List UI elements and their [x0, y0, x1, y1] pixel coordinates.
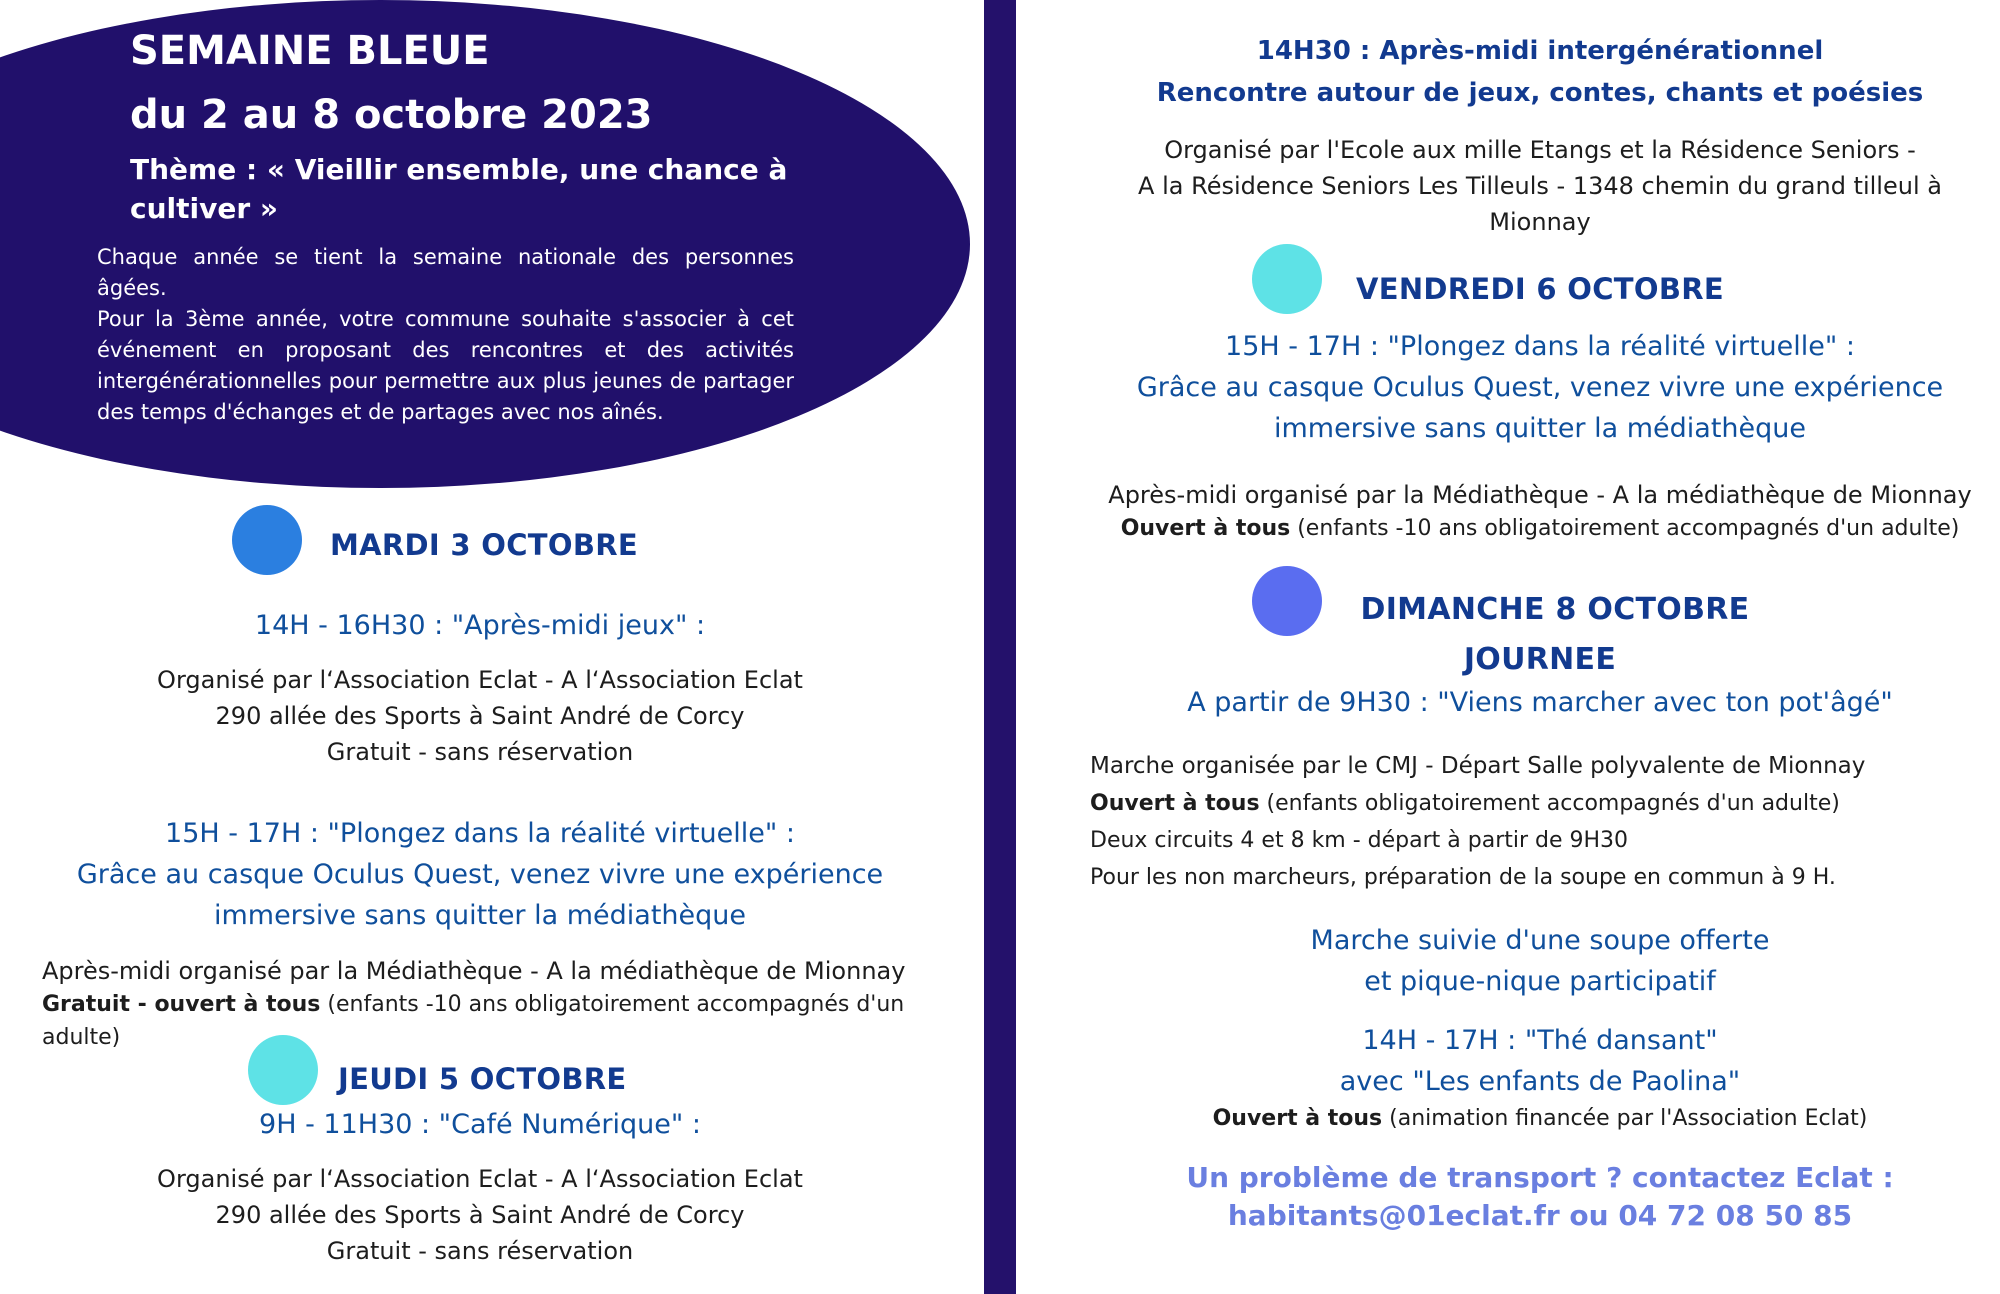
intro-paragraph: Pour la 3ème année, votre commune souhaite s'associer à cet événement en proposant des rencontres et des activités intergénérationnelles pour permettre aux plus jeunes de partager des temps d'échanges et de partages avec nos aînés. — [97, 307, 794, 425]
event-organizer — [1040, 1102, 2000, 1135]
contact-line: Un problème de transport ? contactez Eclat : — [1186, 1161, 1894, 1194]
organizer-line: Après-midi organisé par la Médiathèque - A la médiathèque de Mionnay — [1108, 481, 1972, 509]
day-subtitle: JOURNEE — [1463, 642, 1617, 677]
event-description — [1040, 1020, 2000, 1102]
event-subtitle: Rencontre autour de jeux, contes, chants et poésies — [1156, 78, 1924, 108]
day-title-dimanche — [1040, 585, 2000, 685]
event-detail: avec "Les enfants de Paolina" — [1339, 1066, 1741, 1097]
access-line — [1040, 512, 2000, 545]
event-detail: Grâce au casque Oculus Quest, venez vivre une expérience — [76, 859, 884, 890]
address-line: Mionnay — [1489, 208, 1591, 236]
address-line: A la Résidence Seniors Les Tilleuls - 1348 chemin du grand tilleul à — [1138, 172, 1942, 200]
price-line: Gratuit - sans réservation — [326, 738, 634, 766]
address-line: 290 allée des Sports à Saint André de Corcy — [215, 1201, 745, 1229]
column-divider — [984, 0, 1016, 1294]
access-note: (enfants -10 ans obligatoirement accompagnés d'un — [320, 992, 905, 1017]
day-title-mardi: MARDI 3 OCTOBRE — [330, 528, 638, 562]
organizer-line: Marche organisée par le CMJ - Départ Salle polyvalente de Mionnay — [1090, 753, 1866, 779]
event-title: A partir de 9H30 : "Viens marcher avec ton pot'âgé" — [1187, 687, 1893, 718]
event-description — [0, 813, 960, 936]
access-note: adulte) — [42, 1025, 121, 1050]
event-organizer — [1090, 748, 1990, 896]
event-heading — [1040, 30, 2000, 114]
event-organizer — [0, 1161, 960, 1269]
organizer-line: Organisé par l'Ecole aux mille Etangs et la Résidence Seniors - — [1164, 136, 1916, 164]
access-label: Ouvert à tous — [1090, 791, 1260, 816]
day-bullet-icon — [1252, 244, 1322, 314]
date-range: du 2 au 8 octobre 2023 — [130, 92, 653, 138]
organizer-line: Après-midi organisé par la Médiathèque - A la médiathèque de Mionnay — [42, 957, 906, 985]
access-line — [1040, 1102, 2000, 1135]
access-label: Gratuit - ouvert à tous — [42, 992, 321, 1017]
event-detail — [1040, 920, 2000, 1002]
day-title-vendredi: VENDREDI 6 OCTOBRE — [1356, 272, 1724, 306]
event-detail: immersive sans quitter la médiathèque — [1273, 413, 1807, 444]
price-line: Gratuit - sans réservation — [326, 1237, 634, 1265]
event-organizer — [1040, 132, 2000, 240]
day-bullet-icon — [248, 1035, 318, 1105]
event-title: 14H - 16H30 : "Après-midi jeux" : — [254, 610, 706, 641]
soup-line: Pour les non marcheurs, préparation de la soupe en commun à 9 H. — [1090, 865, 1836, 890]
event-organizer — [1040, 479, 2000, 545]
organizer-line: Organisé par l‘Association Eclat - A l‘Association Eclat — [157, 1165, 803, 1193]
day-title: DIMANCHE 8 OCTOBRE — [1360, 592, 1750, 627]
event-title: 9H - 11H30 : "Café Numérique" : — [259, 1109, 701, 1140]
event-detail: Grâce au casque Oculus Quest, venez vivre une expérience — [1136, 372, 1944, 403]
event-detail: et pique-nique participatif — [1364, 966, 1716, 997]
theme-text: Thème : « Vieillir ensemble, une chance à cultiver » — [130, 153, 788, 226]
page-title: SEMAINE BLEUE — [130, 28, 490, 74]
access-note: (animation financée par l'Association Eclat) — [1382, 1106, 1868, 1131]
event-description — [1040, 326, 2000, 449]
event-detail: immersive sans quitter la médiathèque — [213, 900, 747, 931]
event-title: 15H - 17H : "Plongez dans la réalité virtuelle" : — [165, 818, 795, 849]
event-title: 14H - 17H : "Thé dansant" — [1362, 1025, 1718, 1056]
event-organizer — [0, 662, 960, 770]
intro-text — [97, 242, 794, 428]
address-line: 290 allée des Sports à Saint André de Corcy — [215, 702, 745, 730]
intro-paragraph: Chaque année se tient la semaine nationale des personnes âgées. — [97, 245, 794, 301]
event-title: 15H - 17H : "Plongez dans la réalité virtuelle" : — [1225, 331, 1855, 362]
access-note: (enfants obligatoirement accompagnés d'un adulte) — [1259, 791, 1840, 816]
access-line — [42, 988, 962, 1021]
day-title-jeudi: JEUDI 5 OCTOBRE — [338, 1062, 627, 1096]
event-title: 14H30 : Après-midi intergénérationnel — [1256, 36, 1824, 66]
contact-block — [1040, 1159, 2000, 1235]
day-bullet-icon — [232, 505, 302, 575]
access-line — [1090, 785, 1990, 822]
access-note: (enfants -10 ans obligatoirement accompagnés d'un adulte) — [1290, 516, 1960, 541]
organizer-line: Organisé par l‘Association Eclat - A l‘Association Eclat — [157, 666, 803, 694]
event-organizer — [42, 955, 962, 1054]
event-detail: Marche suivie d'une soupe offerte — [1310, 925, 1770, 956]
access-label: Ouvert à tous — [1212, 1106, 1383, 1131]
route-line: Deux circuits 4 et 8 km - départ à partir de 9H30 — [1090, 828, 1629, 853]
access-label: Ouvert à tous — [1120, 516, 1291, 541]
contact-details: habitants@01eclat.fr ou 04 72 08 50 85 — [1227, 1199, 1853, 1232]
